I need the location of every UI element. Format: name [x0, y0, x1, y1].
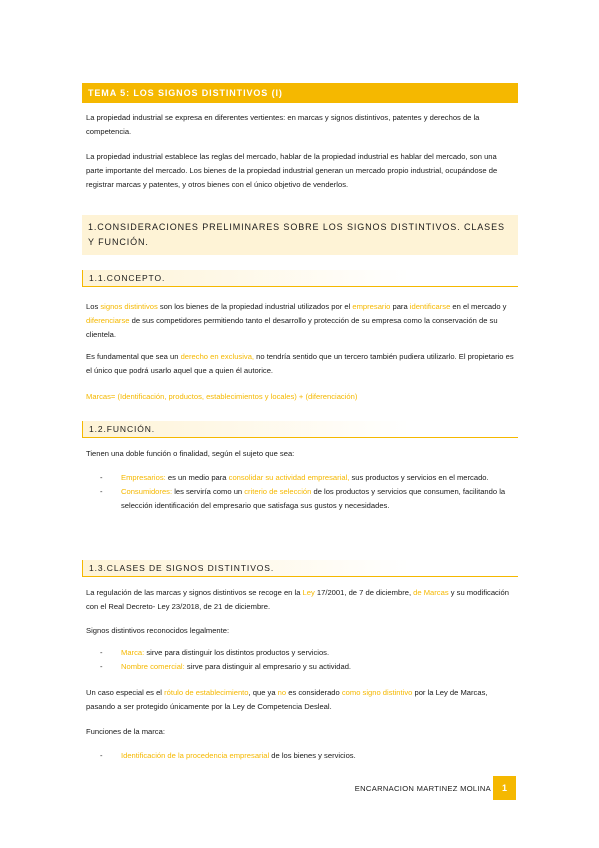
concepto-paragraph-2: Es fundamental que sea un derecho en exclusiva, no tendría sentido que un tercero también pudiera utilizarlo. El propietario es el único que podrá usarlo aquel que a quien él autorice.	[86, 352, 514, 375]
subsection-heading-funcion	[82, 421, 518, 438]
subsection-heading-clases	[82, 560, 518, 577]
subsection-heading-text: 1.3.CLASES DE SIGNOS DISTINTIVOS.	[89, 563, 275, 573]
list-item: - Consumidores: les serviría como un criterio de selección de los productos y servicios que consumen, facilitando la selección identificación del empresario que satisfaga sus gustos y necesidades.	[100, 485, 514, 513]
page-title: TEMA 5: LOS SIGNOS DISTINTIVOS (I)	[82, 83, 518, 103]
section-heading-1: 1.CONSIDERACIONES PRELIMINARES SOBRE LOS SIGNOS DISTINTIVOS. CLASES Y FUNCIÓN.	[82, 215, 518, 255]
subsection-heading-concepto	[82, 270, 518, 287]
subsection-heading-text: 1.2.FUNCIÓN.	[89, 424, 156, 434]
subsection-heading-text: 1.1.CONCEPTO.	[89, 273, 166, 283]
list-item: - Identificación de la procedencia empresarial de los bienes y servicios.	[100, 749, 514, 763]
signos-list	[100, 646, 514, 674]
list-item: - Marca: sirve para distinguir los distintos productos y servicios.	[100, 646, 514, 660]
list-item: - Nombre comercial: sirve para distinguir al empresario y su actividad.	[100, 660, 514, 674]
page-number: 1	[493, 776, 516, 800]
clases-paragraph-3: Un caso especial es el rótulo de establecimiento, que ya no es considerado como signo distintivo por la Ley de Marcas, pasando a ser protegido únicamente por la Ley de Competencia Desleal.	[86, 688, 488, 711]
concepto-paragraph-1: Los signos distintivos son los bienes de la propiedad industrial utilizados por el empresario para identificarse en el mercado y diferenciarse de sus competidores permitiendo tanto el desarrollo y protección de su empresa como la conservación de su clientela.	[86, 302, 507, 339]
footer-author: ENCARNACION MARTINEZ MOLINA	[354, 784, 491, 793]
funciones-marca-list	[100, 749, 514, 763]
marcas-formula: Marcas= (Identificación, productos, establecimientos y locales) + (diferenciación)	[86, 392, 358, 401]
clases-paragraph-1: La regulación de las marcas y signos distintivos se recoge en la Ley 17/2001, de 7 de diciembre, de Marcas y su modificación con el Real Decreto- Ley 23/2018, de 21 de diciembre.	[86, 588, 509, 611]
funcion-list	[100, 471, 514, 513]
intro-paragraph-1: La propiedad industrial se expresa en diferentes vertientes: en marcas y signos distintivos, patentes y derechos de la competencia.	[86, 113, 480, 136]
clases-paragraph-4: Funciones de la marca:	[86, 727, 165, 736]
intro-paragraph-2: La propiedad industrial establece las reglas del mercado, hablar de la propiedad industrial es hablar del mercado, son una parte importante del mercado. Los bienes de la propiedad industrial generan un mercado propio industrial, ocupándose de registrar marcas y patentes, y otros bienes con el único objetivo de venderlos.	[86, 152, 498, 189]
funcion-intro: Tienen una doble función o finalidad, según el sujeto que sea:	[86, 449, 295, 458]
clases-paragraph-2: Signos distintivos reconocidos legalmente:	[86, 626, 230, 635]
list-item: - Empresarios: es un medio para consolidar su actividad empresarial, sus productos y servicios en el mercado.	[100, 471, 514, 485]
